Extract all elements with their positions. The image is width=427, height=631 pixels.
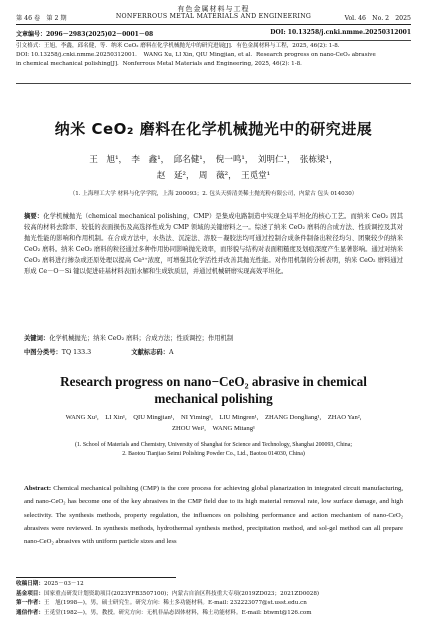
clc-value: TQ 133.3 (61, 349, 92, 356)
title-en-line-2: mechanical polishing (154, 391, 273, 406)
footnote-rule (16, 577, 176, 578)
abstract-en (24, 482, 403, 548)
authors-cn-line-1: 王 旭¹， 李 鑫¹， 邱名健¹， 倪一鸣¹， 刘明仁¹， 张栋梁¹， (89, 155, 338, 165)
first-author (16, 599, 411, 609)
corr-author-label: 通信作者： (16, 609, 44, 616)
received-value: 2025－03－12 (43, 581, 84, 587)
affiliation-en-line-2: 2. Baotou Tianjiao Seimi Polishing Powder Co., Ltd., Baotou 014030, China) (122, 451, 305, 458)
received-date (16, 580, 411, 590)
citation-line-3: in chemical mechanical polishing[J]．Nonferrous Metal Materials and Engineering, 2025, 46(2): 1-8． (16, 60, 306, 67)
fund-value: 国家重点研发计划资助项目(2023YFB3507100)；内蒙古自治区科技重大专项(2019ZD023；2021ZD0028) (43, 590, 320, 597)
affiliation-cn: （1. 上海理工大学 材料与化学学院，上海 200093；2. 包头天骄清美稀土抛光粉有限公司，内蒙古 包头 014030） (69, 191, 358, 197)
authors-en (40, 412, 387, 434)
citation-box (16, 40, 411, 84)
affiliation-en-line-1: (1. School of Materials and Chemistry, University of Shanghai for Science and Technology, Shanghai 200093, China; (75, 442, 352, 448)
volume-issue-cn: 第 46 卷 第 2 期 (16, 15, 67, 22)
keywords-cn-text: 化学机械抛光；纳米 CeO₂ 磨料；合成方法；性质调控；作用机制 (49, 335, 234, 342)
header-rule (16, 24, 411, 25)
corresponding-author (16, 609, 411, 619)
running-header (16, 13, 411, 23)
abstract-cn (24, 212, 403, 277)
article-number: 文章编号：2096－2983(2025)02－0001－08 (16, 31, 154, 38)
abstract-en-label: Abstract: (24, 485, 52, 492)
abstract-cn-label: 摘要： (24, 213, 44, 220)
citation-line-2: DOI: 10.13258/j.cnki.nmme.20250312001． WANG Xu, LI Xin, QIU Mingjian, et al．Research progress on nano-CeO₂ abrasive (16, 51, 376, 58)
journal-title-en: NONFERROUS METAL MATERIALS AND ENGINEERING (115, 13, 312, 20)
doi: DOI: 10.13258/j.cnki.nmme.20250312001 (270, 29, 411, 36)
keywords-cn-label: 关键词： (24, 335, 50, 342)
journal-title-cn: 有色金属材料与工程 (177, 5, 250, 13)
corr-author-value: 王觅堂(1982—)，男，教授。研究方向：无机非晶态固体材料，稀土功能材料。E-mail: btwmt@126.com (43, 609, 312, 616)
fund-label: 基金项目： (16, 590, 44, 597)
affiliation-en (18, 441, 409, 460)
title-cn: 纳米 CeO₂ 磨料在化学机械抛光中的研究进展 (54, 120, 373, 138)
authors-en-line-1: WANG Xu¹, LI Xin¹, QIU Mingjian¹, NI Yiming¹, LIU Mingren¹, ZHANG Dongliang¹, ZHAO Yan², (65, 414, 362, 421)
authors-cn (40, 152, 387, 184)
authors-en-line-2: ZHOU Wei², WANG Mitang¹ (172, 425, 255, 432)
clc-label: 中图分类号： (24, 349, 62, 356)
abstract-cn-text: 化学机械抛光（chemical mechanical polishing，CMP）是集成电路制造中实现全局平坦化的核心工艺。而纳米 CeO₂ 因其较高的材料去除率、较低的表面损伤及高选择性成为 CMP 领域的关键磨料之一。综述了纳米 CeO₂ 磨料的合成方法、性质调控及其对抛光性能的影响和作用机制。在合成方法中，水热法、沉淀法、溶胶－凝胶法均可通过控制合成条件制备出粒径均匀、团聚较少的纳米 CeO₂ 磨料。纳米 CeO₂ 磨料的粒径通过多种作用协同影响抛光效率，而形貌与结构对表面粗糙度及划痕深度产生显著影响。通过对纳米 CeO₂ 磨料进行掺杂或还原处理以提高 Ce³⁺浓度，可增强其化学活性并改善其抛光性能。对作用机制的分析表明，纳米 CeO₂ 磨料通过形成 Ce－O－Si 键以促进硅基材料表面水解和生成软质层，并通过机械研磨实现高效平坦化。 (24, 213, 403, 275)
doc-code-value: A (168, 349, 174, 356)
fund (16, 590, 411, 600)
received-label: 收稿日期： (16, 581, 44, 587)
volume-issue-en: Vol. 46 No. 2 2025 (344, 15, 411, 22)
first-author-value: 王 旭(1998—)，男，硕士研究生。研究方向：稀土多功能材料。E-mail: 232223077@st.usst.edu.cn (43, 600, 307, 607)
abstract-en-text: Chemical mechanical polishing (CMP) is the core process for achieving global planarization in integrated circuit manufacturing, and nano-CeO₂ has become one of the key abrasives in the CMP field due to its high material removal rate, low surface damage, and high selectivity. The synthesis methods, property regulation, the influences on polishing performance and action mechanism of nano-CeO₂ abrasives were reviewed. In synthesis methods, hydrothermal synthesis method, precipitation method, and sol-gel method can all prepare nano-CeO₂ abrasives with uniform particle sizes and less (24, 485, 404, 546)
footnotes (16, 580, 411, 618)
citation-line-1: 引文格式：王旭，李鑫，邱名健，等．纳米 CeO₂ 磨料在化学机械抛光中的研究进展[J]．有色金属材料与工程，2025, 46(2): 1-8． (16, 43, 344, 49)
classification-cn (24, 347, 403, 356)
doc-code-label: 文献标志码： (131, 349, 169, 356)
first-author-label: 第一作者： (16, 600, 44, 607)
title-en-line-1: Research progress on nano−CeO₂ abrasive in chemical (60, 374, 367, 389)
title-en (0, 373, 427, 407)
authors-cn-line-2: 赵 延²， 周 薇²， 王觅堂¹ (156, 171, 271, 181)
keywords-cn (24, 333, 403, 342)
